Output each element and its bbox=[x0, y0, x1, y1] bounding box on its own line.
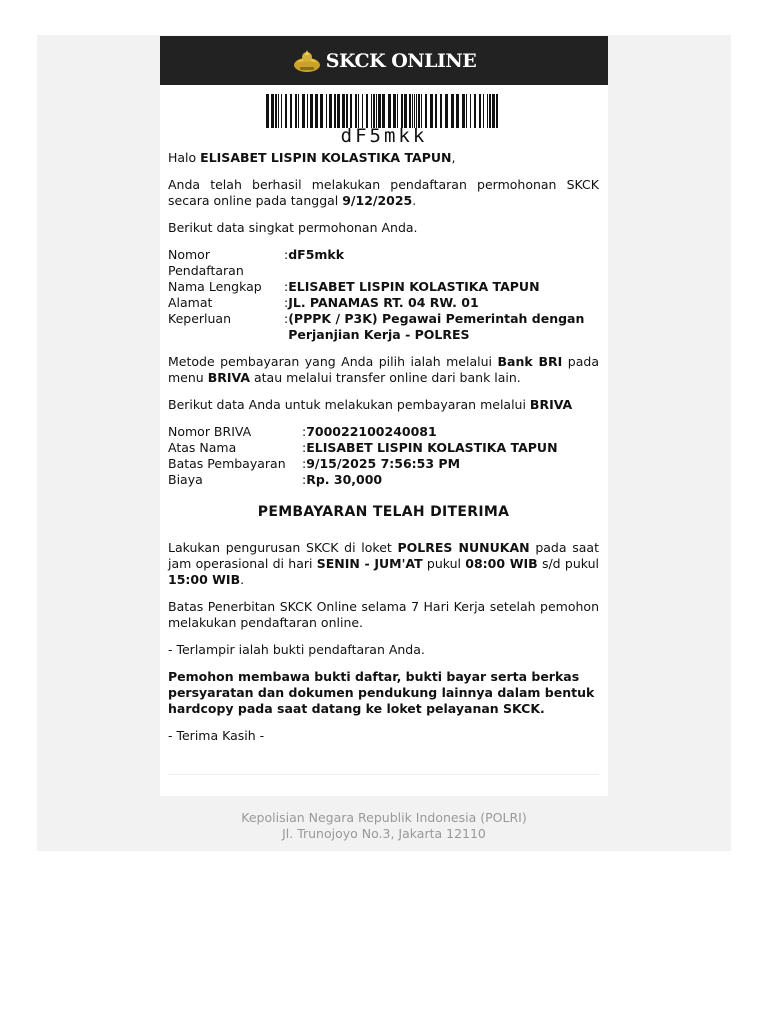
attachment-note: - Terlampir ialah bukti pendaftaran Anda. bbox=[168, 642, 425, 657]
divider bbox=[168, 774, 599, 775]
footer bbox=[37, 810, 731, 842]
barcode-bar bbox=[397, 94, 398, 128]
barcode-bar bbox=[355, 94, 357, 128]
email-card bbox=[160, 36, 608, 796]
barcode-bar bbox=[329, 94, 332, 128]
barcode-bar bbox=[285, 94, 287, 128]
barcode-bar bbox=[489, 94, 491, 128]
barcode-bar bbox=[401, 94, 403, 128]
barcode-bar bbox=[496, 94, 498, 128]
barcode-bar bbox=[315, 94, 318, 128]
detail-row: Atas Nama :ELISABET LISPIN KOLASTIKA TAPUN bbox=[168, 440, 558, 455]
skck-logo bbox=[292, 48, 477, 74]
payment-details bbox=[168, 424, 599, 488]
barcode-bar bbox=[440, 94, 442, 128]
barcode-bar bbox=[483, 94, 484, 128]
barcode-bar bbox=[378, 94, 381, 128]
barcode-bar bbox=[266, 94, 269, 128]
footer-address: Jl. Trunojoyo No.3, Jakarta 12110 bbox=[282, 826, 486, 841]
barcode-bar bbox=[466, 94, 467, 128]
instruction-paragraph: Pemohon membawa bukti daftar, bukti bayar serta berkas persyaratan dan dokumen pendukung lainnya dalam bentuk hardcopy pada saat datang ke loket pelayanan SKCK. bbox=[168, 669, 595, 716]
barcode-bar bbox=[320, 94, 323, 128]
greeting: Halo ELISABET LISPIN KOLASTIKA TAPUN, bbox=[168, 150, 456, 165]
barcode-bar bbox=[418, 94, 420, 128]
barcode-bar bbox=[456, 94, 459, 128]
barcode-bar bbox=[409, 94, 411, 128]
barcode-bar bbox=[393, 94, 396, 128]
barcode-bar bbox=[337, 94, 340, 128]
payment-method-paragraph: Metode pembayaran yang Anda pilih ialah melalui Bank BRI pada menu BRIVA atau melalui transfer online dari bank lain. bbox=[168, 354, 599, 385]
barcode-bar bbox=[445, 94, 448, 128]
barcode-bar bbox=[371, 94, 372, 128]
footer-organization: Kepolisian Negara Republik Indonesia (POLRI) bbox=[241, 810, 527, 825]
intro-paragraph: Anda telah berhasil melakukan pendaftaran permohonan SKCK secara online pada tanggal 9/12/2025. bbox=[168, 177, 599, 208]
barcode-bar bbox=[358, 94, 359, 128]
barcode-bar bbox=[295, 94, 297, 128]
applicant-name: ELISABET LISPIN KOLASTIKA TAPUN bbox=[200, 150, 452, 165]
barcode-bar bbox=[388, 94, 391, 128]
barcode-bar bbox=[373, 94, 375, 128]
barcode-bar bbox=[278, 94, 279, 128]
barcode-bar bbox=[326, 94, 327, 128]
detail-row: Alamat :JL. PANAMAS RT. 04 RW. 01 bbox=[168, 295, 479, 310]
barcode-bar bbox=[310, 94, 313, 128]
barcode-bar bbox=[298, 94, 299, 128]
barcode-bar bbox=[451, 94, 454, 128]
barcode-bar bbox=[281, 94, 282, 128]
deadline-paragraph: Batas Penerbitan SKCK Online selama 7 Hari Kerja setelah pemohon melakukan pendaftaran online. bbox=[168, 599, 599, 630]
detail-row: Keperluan : (PPPK / P3K) Pegawai Pemerintah dengan Perjanjian Kerja - POLRES bbox=[168, 311, 585, 342]
header-banner bbox=[160, 36, 608, 85]
barcode-code: dF5mkk bbox=[340, 125, 428, 147]
barcode-bar bbox=[382, 94, 385, 128]
thanks-note: - Terima Kasih - bbox=[168, 728, 265, 743]
barcode-bar bbox=[342, 94, 345, 128]
barcode-bar bbox=[487, 94, 488, 128]
barcode-bar bbox=[376, 94, 377, 128]
barcode-bar bbox=[430, 94, 433, 128]
email-content bbox=[168, 150, 599, 755]
registration-details bbox=[168, 247, 599, 343]
summary-heading: Berikut data singkat permohonan Anda. bbox=[168, 220, 418, 235]
barcode bbox=[160, 94, 608, 146]
payment-status-heading: PEMBAYARAN TELAH DITERIMA bbox=[257, 504, 510, 520]
barcode-bar bbox=[350, 94, 352, 128]
police-emblem-icon bbox=[292, 48, 322, 74]
barcode-bar bbox=[271, 94, 274, 128]
barcode-bar bbox=[462, 94, 465, 128]
barcode-bar bbox=[334, 94, 336, 128]
barcode-bar bbox=[290, 94, 292, 128]
barcode-bar bbox=[416, 94, 417, 128]
visit-paragraph: Lakukan pengurusan SKCK di loket POLRES NUNUKAN pada saat jam operasional di hari SENIN - JUM'AT pukul 08:00 WIB s/d pukul 15:00 WIB. bbox=[168, 540, 599, 587]
barcode-bar bbox=[414, 94, 415, 128]
barcode-bar bbox=[421, 94, 422, 128]
detail-row: Biaya :Rp. 30,000 bbox=[168, 472, 383, 487]
barcode-bar bbox=[474, 94, 476, 128]
barcode-bar bbox=[412, 94, 413, 128]
barcode-bar bbox=[346, 94, 348, 128]
barcode-bar bbox=[362, 94, 363, 128]
barcode-bar bbox=[492, 94, 495, 128]
detail-row: Nama Lengkap :ELISABET LISPIN KOLASTIKA TAPUN bbox=[168, 279, 540, 294]
barcode-bar bbox=[302, 94, 305, 128]
email-background bbox=[37, 35, 731, 851]
barcode-bar bbox=[470, 94, 471, 128]
logo-text: SKCK ONLINE bbox=[325, 49, 477, 72]
barcode-bar bbox=[307, 94, 308, 128]
briva-heading: Berikut data Anda untuk melakukan pembayaran melalui BRIVA bbox=[168, 397, 573, 412]
barcode-bars bbox=[264, 94, 504, 128]
barcode-bar bbox=[366, 94, 368, 128]
registration-date: 9/12/2025 bbox=[342, 193, 413, 208]
barcode-bar bbox=[435, 94, 437, 128]
barcode-bar bbox=[479, 94, 481, 128]
detail-row: Nomor Pendaftaran :dF5mkk bbox=[168, 247, 345, 278]
barcode-bar bbox=[275, 94, 277, 128]
detail-row: Batas Pembayaran :9/15/2025 7:56:53 PM bbox=[168, 456, 461, 471]
detail-row: Nomor BRIVA :700022100240081 bbox=[168, 424, 437, 439]
barcode-bar bbox=[404, 94, 407, 128]
barcode-bar bbox=[425, 94, 427, 128]
